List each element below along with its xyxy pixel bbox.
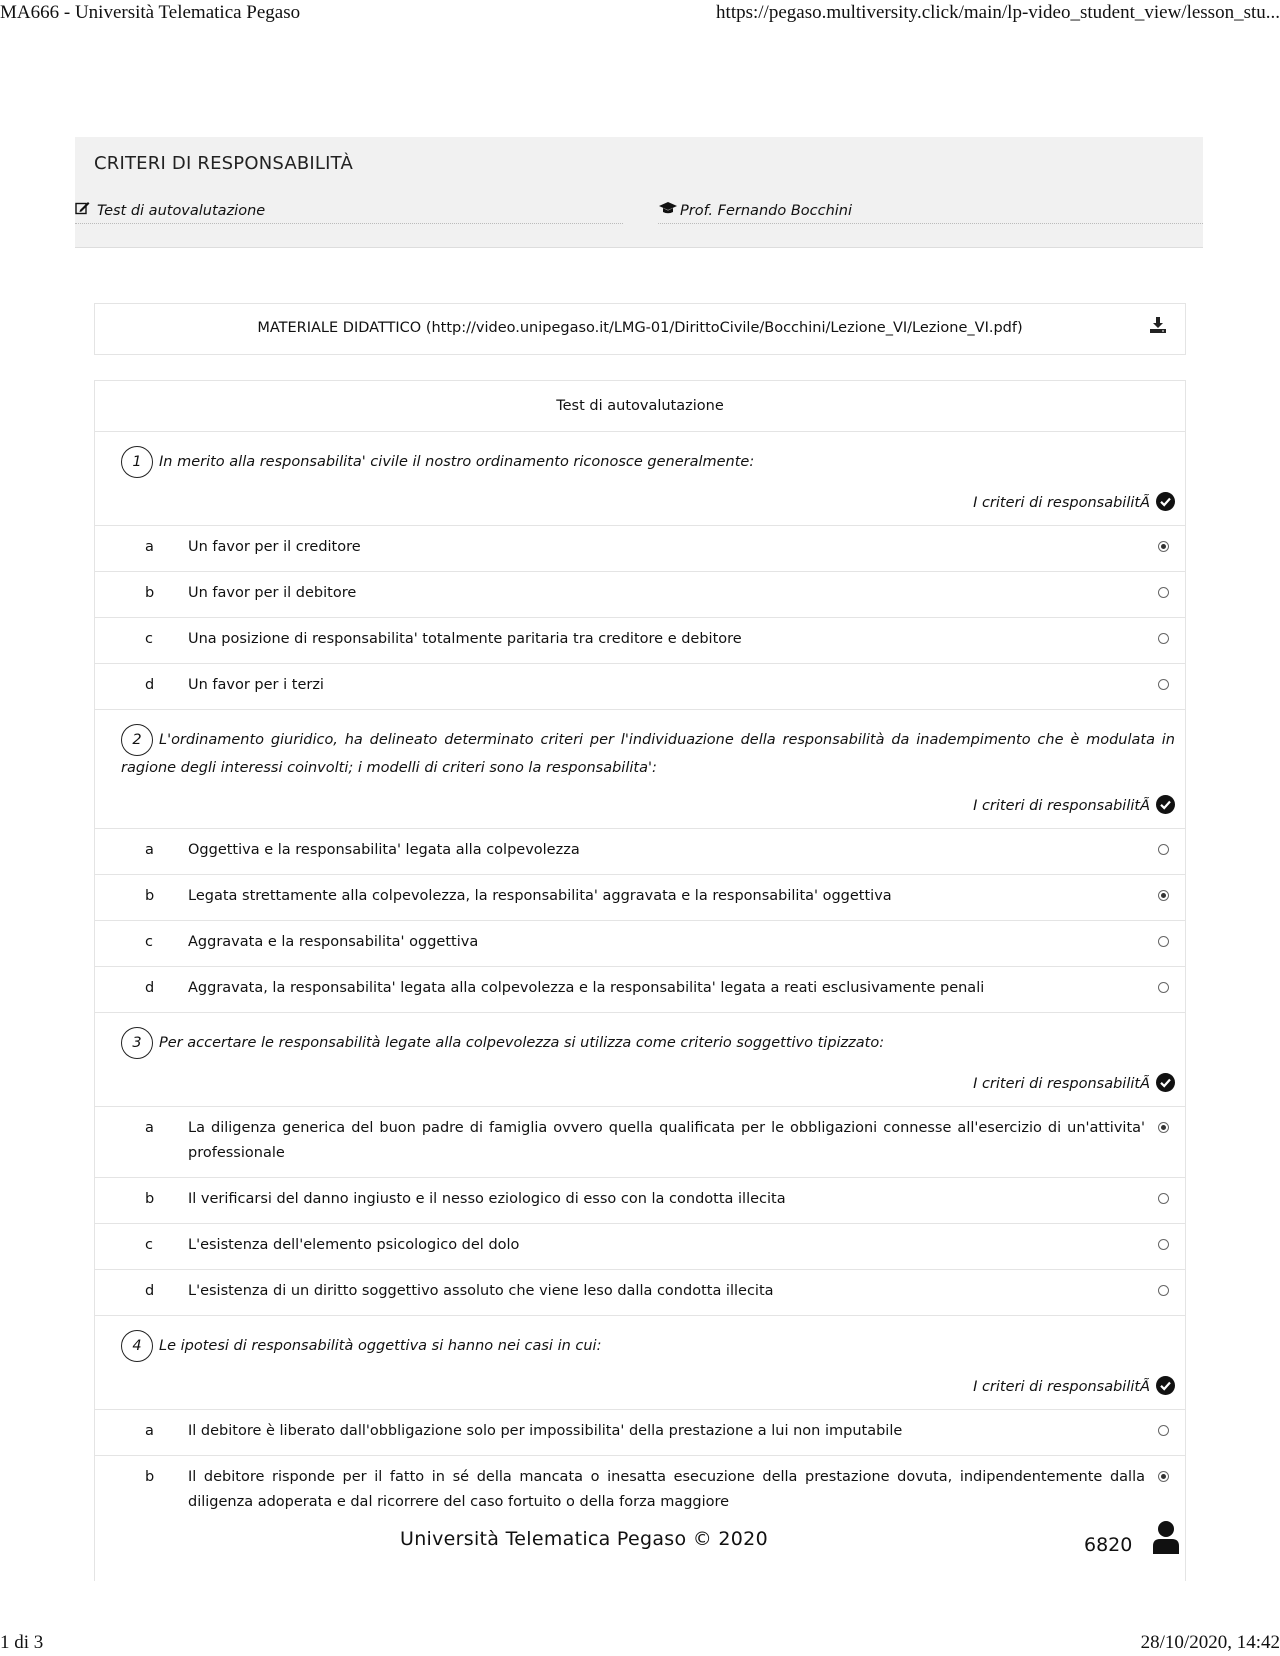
question-tag [95, 789, 1185, 829]
answer-option[interactable] [95, 1224, 1185, 1270]
question-block [95, 432, 1185, 710]
option-letter: b [145, 1469, 155, 1485]
check-circle-icon [1156, 795, 1175, 814]
option-radio[interactable] [1158, 1471, 1169, 1482]
option-text: Un favor per il debitore [188, 585, 357, 601]
check-circle-icon [1156, 1073, 1175, 1092]
question-block [95, 1013, 1185, 1316]
professor-name: Prof. Fernando Bocchini [680, 203, 853, 219]
option-letter: b [145, 585, 155, 601]
question-tag [95, 486, 1185, 526]
answer-option[interactable] [95, 1456, 1185, 1526]
question-tag [95, 1067, 1185, 1107]
answer-option[interactable] [95, 1270, 1185, 1316]
option-radio[interactable] [1158, 1239, 1169, 1250]
option-letter: c [145, 1237, 153, 1253]
option-letter: d [145, 677, 155, 693]
option-letter: a [145, 1423, 154, 1439]
option-letter: c [145, 631, 153, 647]
option-radio[interactable] [1158, 541, 1169, 552]
answer-option[interactable] [95, 1410, 1185, 1456]
option-text: Un favor per il creditore [188, 539, 361, 555]
option-radio[interactable] [1158, 633, 1169, 644]
option-radio[interactable] [1158, 1425, 1169, 1436]
answer-option[interactable] [95, 921, 1185, 967]
edit-icon [75, 201, 91, 219]
option-text: Il debitore risponde per il fatto in sé della mancata o inesatta esecuzione della prestazione dovuta, indipendentemente dalla diligenza adoperata e dal ricorrere del caso fortuito o della forza maggiore [188, 1469, 1145, 1510]
option-letter: d [145, 1283, 155, 1299]
question [95, 1316, 1185, 1370]
option-radio[interactable] [1158, 844, 1169, 855]
lesson-title: CRITERI DI RESPONSABILITÀ [94, 153, 353, 174]
question-tag-label: I criteri di responsabilitÃ [973, 798, 1150, 814]
question [95, 710, 1185, 789]
option-letter: c [145, 934, 153, 950]
option-letter: a [145, 1120, 154, 1136]
option-letter: d [145, 980, 155, 996]
option-text: L'esistenza dell'elemento psicologico del dolo [188, 1237, 520, 1253]
question-tag-label: I criteri di responsabilitÃ [973, 495, 1150, 511]
answer-option[interactable] [95, 664, 1185, 710]
professor-info [658, 201, 1203, 224]
option-text: Oggettiva e la responsabilita' legata alla colpevolezza [188, 842, 580, 858]
answer-option[interactable] [95, 1107, 1185, 1178]
material-label: MATERIALE DIDATTICO (http://video.unipegaso.it/LMG-01/DirittoCivile/Bocchini/Lezione_VI/Lezione_VI.pdf) [257, 320, 1023, 336]
question-block [95, 710, 1185, 1013]
question-text: Per accertare le responsabilità legate alla colpevolezza si utilizza come criterio soggettivo tipizzato: [159, 1035, 885, 1051]
option-letter: b [145, 1191, 155, 1207]
print-datetime: 28/10/2020, 14:42 [1140, 1632, 1280, 1653]
footer-brand: Università Telematica Pegaso © 2020 [400, 1528, 768, 1550]
check-circle-icon [1156, 1376, 1175, 1395]
print-page-title: MA666 - Università Telematica Pegaso [0, 2, 301, 23]
option-letter: a [145, 539, 154, 555]
question-tag-label: I criteri di responsabilitÃ [973, 1076, 1150, 1092]
option-radio[interactable] [1158, 936, 1169, 947]
lesson-header [75, 137, 1203, 248]
option-radio[interactable] [1158, 1285, 1169, 1296]
answer-option[interactable] [95, 618, 1185, 664]
quiz-title: Test di autovalutazione [95, 381, 1185, 432]
question-number: 3 [121, 1027, 153, 1059]
option-radio[interactable] [1158, 1122, 1169, 1133]
option-text: Una posizione di responsabilita' totalmente paritaria tra creditore e debitore [188, 631, 742, 647]
user-icon[interactable] [1152, 1520, 1180, 1554]
question [95, 432, 1185, 486]
question-tag [95, 1370, 1185, 1410]
test-label: Test di autovalutazione [97, 203, 266, 219]
check-circle-icon [1156, 492, 1175, 511]
question-block [95, 1316, 1185, 1526]
option-text: Aggravata, la responsabilita' legata alla colpevolezza e la responsabilita' legata a reati esclusivamente penali [188, 980, 985, 996]
graduation-cap-icon [658, 201, 674, 219]
option-radio[interactable] [1158, 679, 1169, 690]
option-radio[interactable] [1158, 982, 1169, 993]
question-text: L'ordinamento giuridico, ha delineato determinato criteri per l'individuazione della responsabilità da inadempimento che è modulata in ragione degli interessi coinvolti; i modelli di criteri sono la responsabilita': [121, 732, 1175, 776]
answer-option[interactable] [95, 829, 1185, 875]
question-text: In merito alla responsabilita' civile il nostro ordinamento riconosce generalmente: [159, 454, 755, 470]
question-number: 4 [121, 1330, 153, 1362]
option-text: L'esistenza di un diritto soggettivo assoluto che viene leso dalla condotta illecita [188, 1283, 774, 1299]
option-text: Il verificarsi del danno ingiusto e il nesso eziologico di esso con la condotta illecita [188, 1191, 786, 1207]
print-page-count: 1 di 3 [0, 1632, 44, 1653]
option-text: Aggravata e la responsabilita' oggettiva [188, 934, 479, 950]
option-radio[interactable] [1158, 890, 1169, 901]
material-download[interactable] [94, 303, 1186, 355]
print-page-url: https://pegaso.multiversity.click/main/lp-video_student_view/lesson_stu... [716, 2, 1280, 23]
option-radio[interactable] [1158, 1193, 1169, 1204]
option-text: Legata strettamente alla colpevolezza, la responsabilita' aggravata e la responsabilita' oggettiva [188, 888, 892, 904]
answer-option[interactable] [95, 572, 1185, 618]
option-text: Il debitore è liberato dall'obbligazione solo per impossibilita' della prestazione a lui non imputabile [188, 1423, 903, 1439]
answer-option[interactable] [95, 526, 1185, 572]
option-text: Un favor per i terzi [188, 677, 324, 693]
question-number: 2 [121, 724, 153, 756]
answer-option[interactable] [95, 967, 1185, 1013]
question-tag-label: I criteri di responsabilitÃ [973, 1379, 1150, 1395]
question-text: Le ipotesi di responsabilità oggettiva si hanno nei casi in cui: [159, 1338, 602, 1354]
option-letter: b [145, 888, 155, 904]
answer-option[interactable] [95, 1178, 1185, 1224]
print-footer [0, 1630, 1280, 1656]
test-link[interactable] [75, 201, 623, 224]
option-text: La diligenza generica del buon padre di famiglia ovvero quella qualificata per le obbligazioni connesse all'esercizio di un'attivita' professionale [188, 1120, 1145, 1161]
footer-code: 6820 [1084, 1534, 1133, 1556]
option-letter: a [145, 842, 154, 858]
download-icon[interactable] [1149, 316, 1167, 334]
quiz-panel [94, 380, 1186, 1581]
option-radio[interactable] [1158, 587, 1169, 598]
answer-option[interactable] [95, 875, 1185, 921]
question [95, 1013, 1185, 1067]
question-number: 1 [121, 446, 153, 478]
print-header [0, 0, 1280, 26]
